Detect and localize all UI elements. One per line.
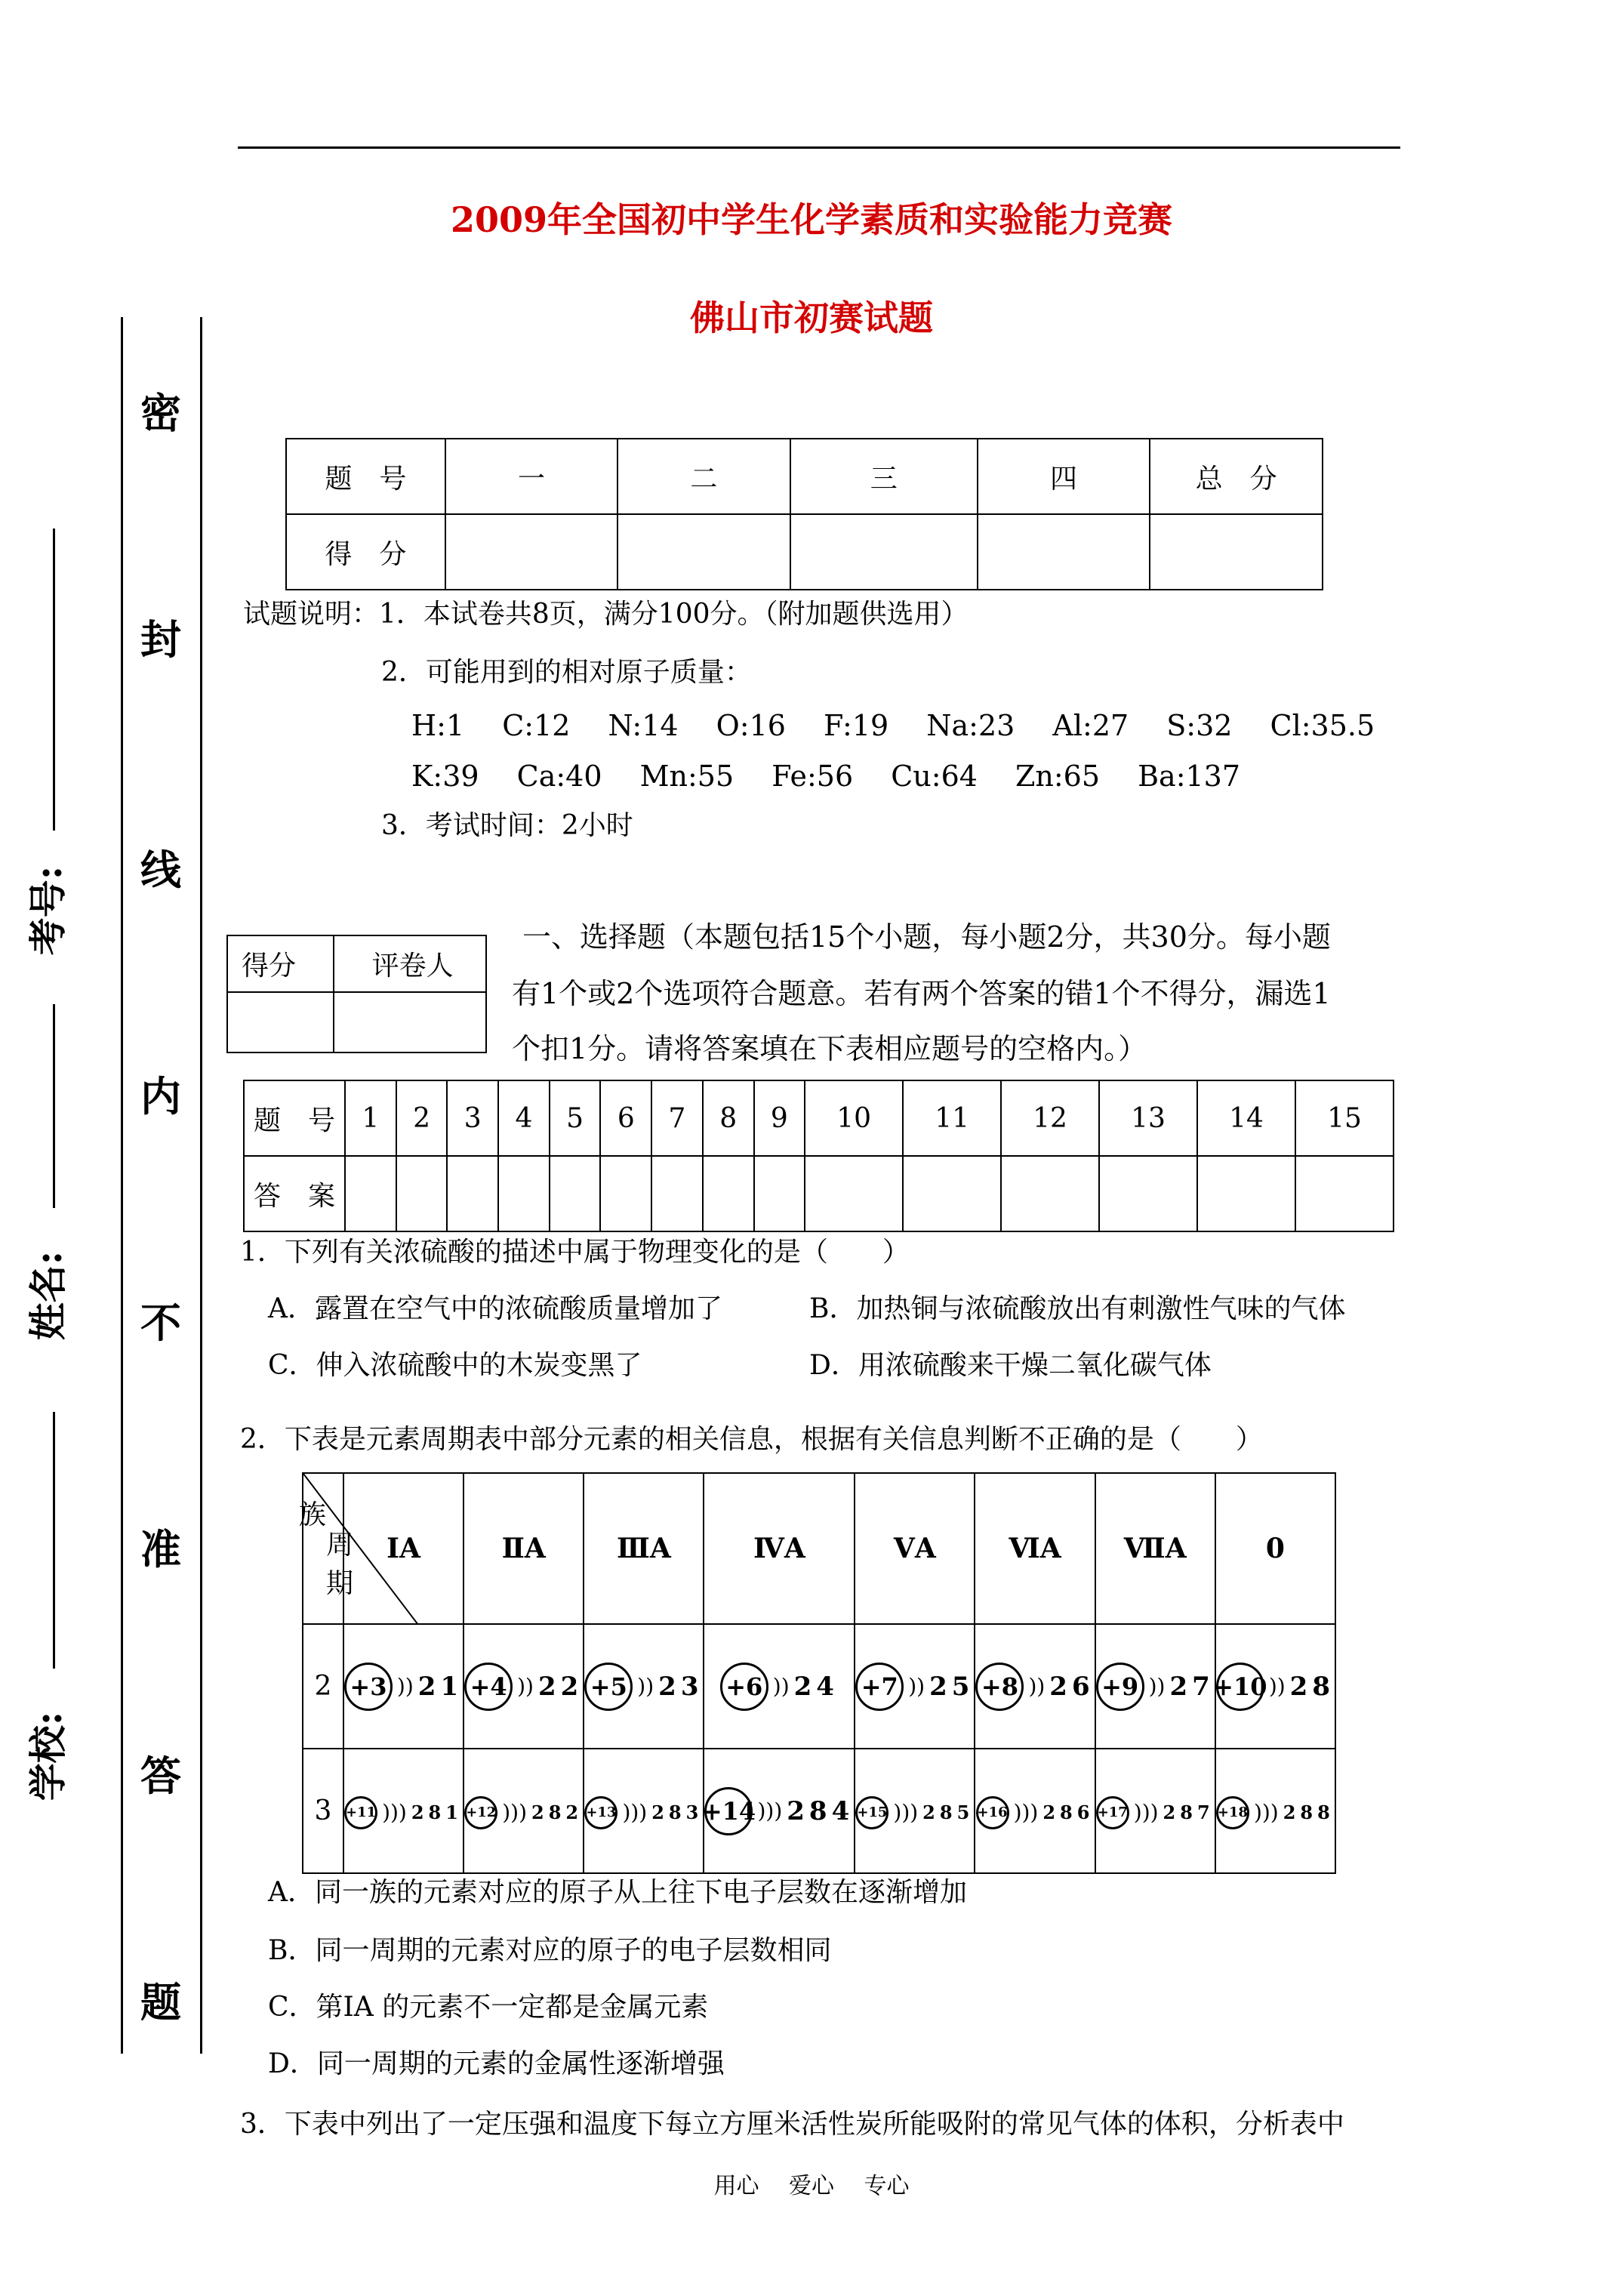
shell-arcs-icon: )) — [1268, 1673, 1286, 1699]
seal-line-right — [200, 317, 202, 2054]
instructions-line1: 试题说明：1．本试卷共8页，满分100分。（附加题供选用） — [243, 599, 969, 630]
shell-electrons: 281 — [411, 1801, 463, 1824]
name-blank[interactable] — [53, 1004, 55, 1208]
shell-electrons: 282 — [531, 1801, 584, 1824]
shell-electrons: 26 — [1049, 1671, 1095, 1702]
shell-electrons: 25 — [929, 1671, 975, 1702]
atom-diagram — [1096, 1663, 1215, 1711]
score-row-label: 得 分 — [286, 514, 445, 590]
score-header: 二 — [617, 439, 790, 514]
q1-option-c: C．伸入浓硫酸中的木炭变黑了 — [268, 1350, 642, 1381]
shell-arcs-icon: )) — [1028, 1673, 1046, 1699]
nucleus: +16 — [976, 1796, 1009, 1829]
atom-cell — [701, 1749, 855, 1873]
seal-char: 内 — [140, 1072, 181, 1120]
atom-diagram — [976, 1796, 1095, 1829]
shell-arcs-icon: ))) — [1253, 1799, 1279, 1825]
seal-char: 线 — [140, 846, 181, 894]
atom-diagram — [584, 1663, 703, 1711]
instructions-line2: 2．可能用到的相对原子质量： — [381, 657, 752, 688]
shell-electrons: 28 — [1289, 1671, 1335, 1702]
seal-char: 准 — [140, 1525, 181, 1573]
seal-char: 答 — [140, 1752, 181, 1800]
seal-char: 不 — [140, 1299, 181, 1347]
group-header: ⅠA — [343, 1473, 463, 1624]
answer-table-number: 3 — [447, 1080, 498, 1156]
score-cell[interactable] — [978, 514, 1150, 590]
answer-cell[interactable] — [1099, 1156, 1197, 1231]
school-label: 学校: — [26, 1711, 70, 1801]
shell-electrons: 285 — [922, 1801, 975, 1824]
atom-diagram — [464, 1663, 583, 1711]
grader-score-cell[interactable] — [227, 992, 334, 1052]
atom-diagram — [720, 1663, 839, 1711]
q1-option-b: B．加热铜与浓硫酸放出有刺激性气味的气体 — [809, 1293, 1346, 1324]
atom-cell — [343, 1749, 463, 1873]
answer-cell[interactable] — [651, 1156, 703, 1231]
atom-diagram — [344, 1663, 463, 1711]
answer-cell[interactable] — [498, 1156, 550, 1231]
nucleus: +13 — [584, 1796, 617, 1829]
atom-diagram — [975, 1663, 1094, 1711]
nucleus: +6 — [720, 1663, 768, 1711]
shell-arcs-icon: )) — [772, 1673, 790, 1699]
atom-cell — [584, 1624, 704, 1749]
shell-arcs-icon: )) — [908, 1673, 925, 1699]
period-label: 2 — [303, 1624, 343, 1749]
atom-cell — [704, 1624, 855, 1749]
score-header: 题 号 — [286, 439, 445, 514]
q1-option-a: A．露置在空气中的浓硫酸质量增加了 — [268, 1293, 722, 1324]
atom-diagram — [855, 1796, 974, 1829]
answer-table-number: 11 — [903, 1080, 1001, 1156]
shell-electrons: 24 — [793, 1671, 839, 1702]
atom-cell — [975, 1749, 1095, 1873]
answer-cell[interactable] — [447, 1156, 498, 1231]
grader-score-label: 得分 — [227, 935, 334, 992]
shell-electrons: 283 — [651, 1801, 704, 1824]
score-header: 总 分 — [1150, 439, 1323, 514]
group-header: ⅣA — [704, 1473, 855, 1624]
nucleus: +15 — [855, 1796, 888, 1829]
exam-no-label: 考号: — [26, 865, 70, 956]
name-label: 姓名: — [26, 1250, 70, 1341]
corner-group-label: 族 — [298, 1499, 326, 1530]
answer-table-number: 14 — [1197, 1080, 1295, 1156]
score-cell[interactable] — [445, 514, 617, 590]
nucleus: +7 — [855, 1663, 904, 1711]
nucleus: +18 — [1216, 1796, 1249, 1829]
shell-arcs-icon: ))) — [893, 1799, 919, 1825]
periodic-table — [298, 1472, 1336, 1874]
answer-cell[interactable] — [1001, 1156, 1099, 1231]
answer-table-number: 5 — [550, 1080, 601, 1156]
atom-diagram — [1213, 1663, 1335, 1711]
nucleus: +14 — [704, 1787, 753, 1835]
atom-diagram — [584, 1796, 703, 1829]
q2-option-c: C．第IA 的元素不一定都是金属元素 — [268, 1992, 709, 2023]
page-subtitle: 佛山市初赛试题 — [690, 297, 933, 338]
answer-table-number: 9 — [754, 1080, 805, 1156]
atom-diagram — [464, 1796, 583, 1829]
shell-arcs-icon: ))) — [1013, 1799, 1039, 1825]
atom-cell — [584, 1749, 704, 1873]
top-rule — [238, 146, 1400, 149]
shell-electrons: 21 — [417, 1671, 463, 1702]
q2-option-b: B．同一周期的元素对应的原子的电子层数相同 — [268, 1935, 832, 1966]
shell-arcs-icon: )) — [517, 1673, 534, 1699]
shell-arcs-icon: )) — [396, 1673, 414, 1699]
answer-table-ans-label: 答 案 — [244, 1156, 345, 1231]
seal-char: 题 — [140, 1978, 181, 2026]
shell-electrons: 288 — [1283, 1801, 1335, 1824]
page-title: 2009年全国初中学生化学素质和实验能力竞赛 — [450, 199, 1173, 240]
group-header: ⅡA — [463, 1473, 584, 1624]
group-header: ⅤA — [855, 1473, 975, 1624]
answer-table-number: 7 — [651, 1080, 703, 1156]
instructions-line3: 3．考试时间：2小时 — [381, 810, 633, 841]
answer-table-no-label: 题 号 — [244, 1080, 345, 1156]
atom-diagram — [1096, 1796, 1215, 1829]
group-header: ⅢA — [584, 1473, 704, 1624]
shell-electrons: 287 — [1163, 1801, 1215, 1824]
answer-table-number: 12 — [1001, 1080, 1099, 1156]
section1-heading-line2: 有1个或2个选项符合题意。若有两个答案的错1个不得分，漏选1 — [512, 977, 1331, 1010]
atomic-masses-row1: H:1 C:12 N:14 O:16 F:19 Na:23 Al:27 S:32 Cl:35.5 — [411, 709, 1375, 742]
atom-cell — [1215, 1749, 1335, 1873]
shell-electrons: 23 — [658, 1671, 704, 1702]
answer-table-number: 4 — [498, 1080, 550, 1156]
shell-arcs-icon: )) — [637, 1673, 654, 1699]
grader-box — [226, 935, 487, 1053]
score-cell[interactable] — [617, 514, 790, 590]
atom-diagram — [344, 1796, 463, 1829]
atom-cell — [463, 1624, 584, 1749]
nucleus: +4 — [464, 1663, 513, 1711]
atom-cell — [975, 1624, 1095, 1749]
nucleus: +10 — [1216, 1663, 1264, 1711]
seal-char: 密 — [140, 389, 181, 437]
nucleus: +17 — [1096, 1796, 1129, 1829]
answer-table-number: 2 — [396, 1080, 448, 1156]
q2-option-a: A．同一族的元素对应的原子从上往下电子层数在逐渐增加 — [268, 1877, 967, 1908]
nucleus: +8 — [975, 1663, 1024, 1711]
school-blank[interactable] — [53, 1412, 55, 1669]
atom-cell — [1215, 1624, 1335, 1749]
grader-name-cell[interactable] — [334, 992, 486, 1052]
atom-diagram — [855, 1663, 974, 1711]
answer-table-number: 13 — [1099, 1080, 1197, 1156]
atom-cell — [343, 1624, 463, 1749]
shell-arcs-icon: )) — [1148, 1673, 1166, 1699]
answer-cell[interactable] — [1197, 1156, 1295, 1231]
periodic-corner — [298, 1473, 354, 1624]
shell-arcs-icon: ))) — [622, 1799, 648, 1825]
answer-table-number: 15 — [1295, 1080, 1394, 1156]
answer-cell[interactable] — [345, 1156, 396, 1231]
atom-cell — [1095, 1749, 1215, 1873]
atom-diagram — [1216, 1796, 1335, 1829]
score-cell[interactable] — [1150, 514, 1323, 590]
score-table — [285, 438, 1323, 590]
nucleus: +9 — [1096, 1663, 1144, 1711]
answer-table-number: 6 — [600, 1080, 651, 1156]
answer-table — [243, 1080, 1394, 1232]
nucleus: +3 — [344, 1663, 393, 1711]
section1-heading-line1: 一、选择题（本题包括15个小题，每小题2分，共30分。每小题 — [522, 920, 1331, 954]
q1-option-d: D．用浓硫酸来干燥二氧化碳气体 — [809, 1350, 1212, 1381]
score-header: 一 — [445, 439, 617, 514]
q2-stem: 2．下表是元素周期表中部分元素的相关信息，根据有关信息判断不正确的是（ ） — [240, 1424, 1263, 1455]
atom-cell — [1095, 1624, 1215, 1749]
answer-cell[interactable] — [754, 1156, 805, 1231]
seal-line-left — [121, 317, 123, 2054]
answer-table-number: 8 — [703, 1080, 754, 1156]
answer-cell[interactable] — [703, 1156, 754, 1231]
page-footer: 用心 爱心 专心 — [713, 2173, 910, 2199]
shell-arcs-icon: ))) — [382, 1799, 407, 1825]
exam-no-blank[interactable] — [53, 529, 55, 831]
grader-name-label: 评卷人 — [334, 935, 486, 992]
section1-heading-line3: 个扣1分。请将答案填在下表相应题号的空格内。） — [512, 1032, 1147, 1065]
answer-cell[interactable] — [805, 1156, 903, 1231]
nucleus: +11 — [344, 1796, 377, 1829]
answer-cell[interactable] — [550, 1156, 601, 1231]
atom-cell — [463, 1749, 584, 1873]
shell-arcs-icon: ))) — [757, 1798, 783, 1823]
answer-cell[interactable] — [903, 1156, 1001, 1231]
atom-diagram — [701, 1787, 855, 1835]
group-header: 0 — [1215, 1473, 1335, 1624]
shell-electrons: 286 — [1042, 1801, 1095, 1824]
answer-table-number: 10 — [805, 1080, 903, 1156]
q3-stem: 3．下表中列出了一定压强和温度下每立方厘米活性炭所能吸附的常见气体的体积，分析表中 — [240, 2109, 1344, 2140]
score-header: 三 — [790, 439, 978, 514]
q2-option-d: D．同一周期的元素的金属性逐渐增强 — [268, 2048, 725, 2079]
shell-electrons: 22 — [537, 1671, 584, 1702]
nucleus: +5 — [584, 1663, 633, 1711]
answer-cell[interactable] — [396, 1156, 448, 1231]
shell-arcs-icon: ))) — [502, 1799, 528, 1825]
shell-electrons: 284 — [787, 1795, 855, 1826]
score-header: 四 — [978, 439, 1150, 514]
answer-table-number: 1 — [345, 1080, 396, 1156]
group-header: ⅥA — [975, 1473, 1095, 1624]
shell-electrons: 27 — [1169, 1671, 1215, 1702]
seal-char: 封 — [140, 615, 181, 664]
answer-cell[interactable] — [600, 1156, 651, 1231]
q1-stem: 1．下列有关浓硫酸的描述中属于物理变化的是（ ） — [240, 1237, 910, 1268]
shell-arcs-icon: ))) — [1133, 1799, 1159, 1825]
period-label: 3 — [303, 1749, 343, 1873]
atom-cell — [855, 1624, 975, 1749]
atom-cell — [855, 1749, 975, 1873]
score-cell[interactable] — [790, 514, 978, 590]
atomic-masses-row2: K:39 Ca:40 Mn:55 Fe:56 Cu:64 Zn:65 Ba:137 — [411, 760, 1241, 793]
answer-cell[interactable] — [1295, 1156, 1394, 1231]
corner-period-label: 周期 — [326, 1530, 354, 1599]
nucleus: +12 — [464, 1796, 497, 1829]
group-header: ⅦA — [1095, 1473, 1215, 1624]
